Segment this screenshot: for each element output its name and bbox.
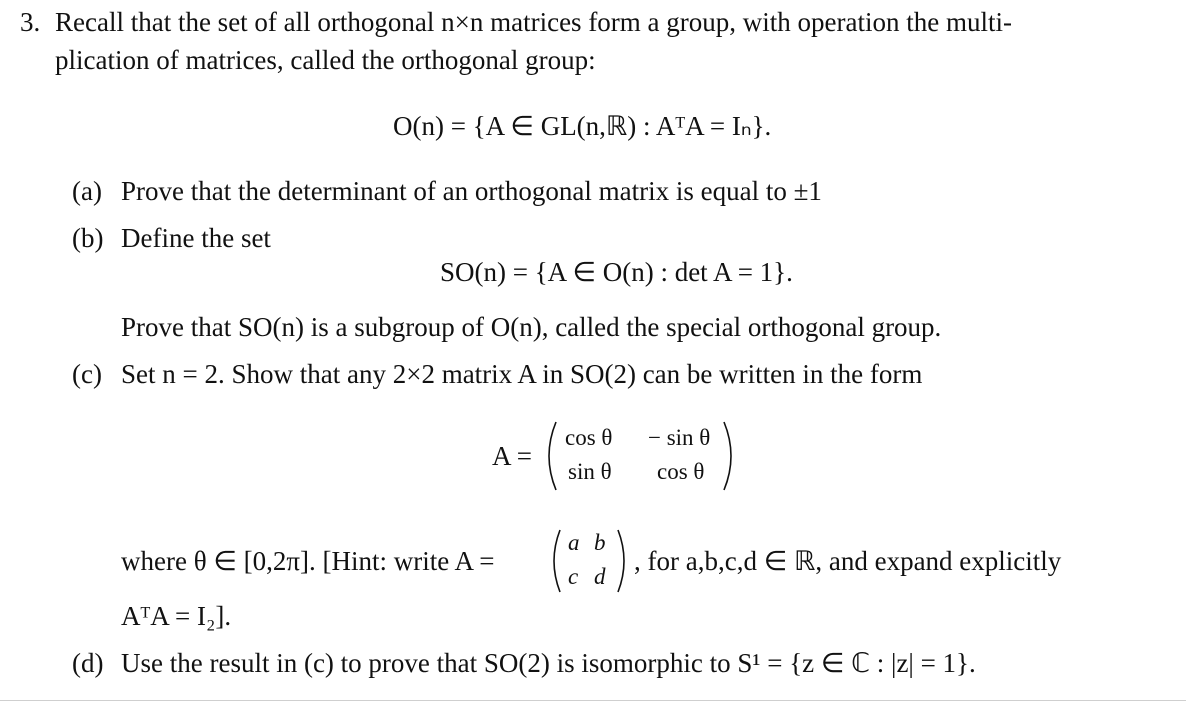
matrix-cell-11: cos θ [565, 425, 613, 450]
hint-end: AᵀA = I₂]. [121, 601, 232, 631]
matrix-cell-22: cos θ [657, 459, 705, 484]
hint-cell-c: c [568, 564, 579, 589]
part-b-text: Define the set [121, 223, 271, 253]
page-bottom-divider [0, 700, 1186, 701]
hint-cell-b: b [594, 530, 606, 555]
intro-line-1: Recall that the set of all orthogonal n×n matrices form a group, with operation the multi- [55, 7, 1012, 37]
part-b-prove: Prove that SO(n) is a subgroup of O(n), called the special orthogonal group. [121, 312, 942, 342]
rotation-matrix-lhs: A = [492, 441, 532, 471]
special-orthogonal-definition: SO(n) = {A ∈ O(n) : det A = 1}. [440, 257, 793, 287]
part-a-text: Prove that the determinant of an orthogonal matrix is equal to ±1 [121, 176, 822, 206]
hint-prefix: where θ ∈ [0,2π]. [Hint: write A = [121, 546, 495, 576]
hint-suffix: , for a,b,c,d ∈ ℝ, and expand explicitly [634, 546, 1062, 576]
rotation-matrix [538, 418, 744, 494]
part-d-text: Use the result in (c) to prove that SO(2) is isomorphic to S¹ = {z ∈ ℂ : |z| = 1}. [121, 648, 976, 678]
intro-line-2: plication of matrices, called the orthogonal group: [55, 45, 596, 75]
hint-matrix-brackets [546, 526, 632, 596]
problem-number: 3. [20, 7, 41, 37]
part-c-label: (c) [72, 359, 102, 389]
hint-cell-a: a [568, 530, 580, 555]
matrix-cell-12: − sin θ [648, 425, 711, 450]
part-c-text: Set n = 2. Show that any 2×2 matrix A in SO(2) can be written in the form [121, 359, 923, 389]
orthogonal-group-definition: O(n) = {A ∈ GL(n,ℝ) : AᵀA = Iₙ}. [393, 111, 772, 141]
matrix-cell-21: sin θ [568, 459, 612, 484]
hint-matrix [546, 526, 632, 596]
part-d-label: (d) [72, 648, 104, 678]
part-b-label: (b) [72, 223, 104, 253]
part-a-label: (a) [72, 176, 102, 206]
hint-cell-d: d [594, 564, 606, 589]
